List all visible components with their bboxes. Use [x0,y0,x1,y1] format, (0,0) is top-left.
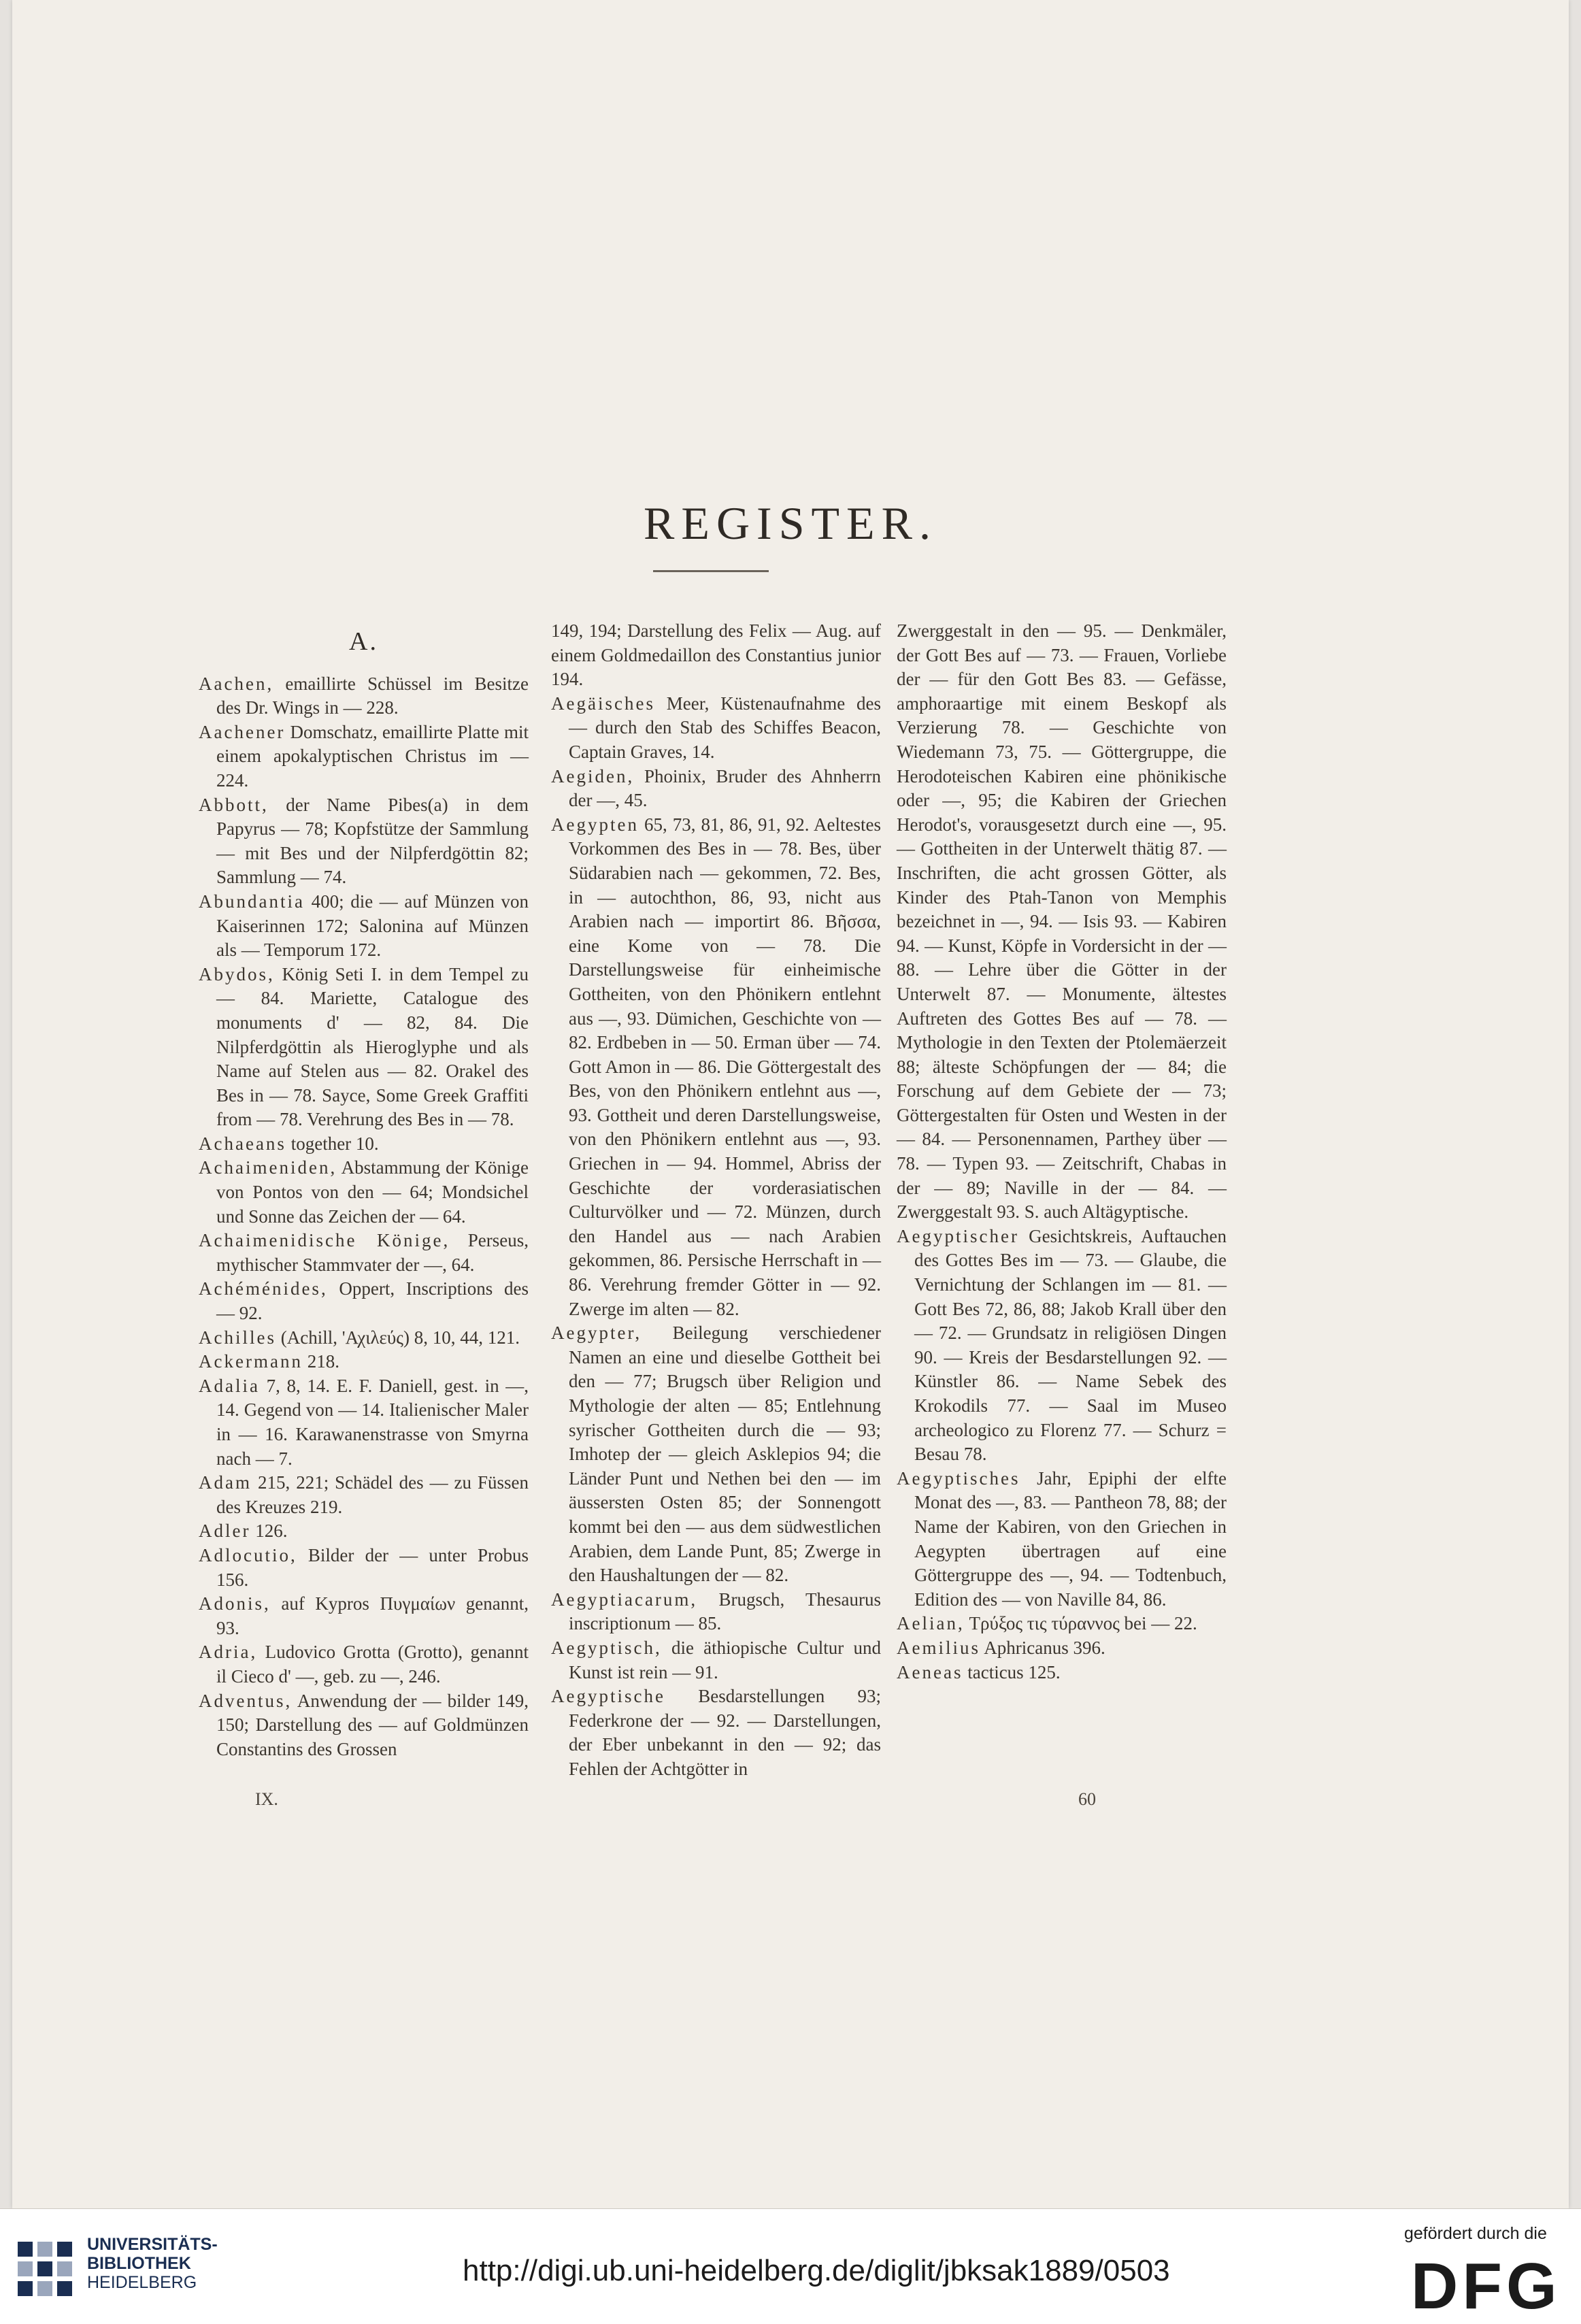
index-column-1 [199,619,529,1761]
index-keyword: Aegypter, [551,1323,642,1344]
index-keyword: Achaimenidische Könige, [199,1230,450,1251]
index-entry [199,890,529,963]
index-text: Τρύξος τις τύραννος bei — 22. [969,1613,1197,1634]
index-keyword: Aegyptisches [897,1467,1020,1489]
index-entry [199,1229,529,1277]
university-library-logo-icon [14,2238,76,2300]
index-text: together 10. [290,1133,379,1154]
index-entry [199,1374,529,1471]
index-keyword: Adlocutio, [199,1544,297,1565]
section-letter: A. [349,627,378,656]
index-keyword: Adler [199,1521,251,1542]
index-entry [199,1132,529,1157]
index-text: 65, 73, 81, 86, 91, 92. Aeltestes Vorkommen des Bes in — 78. Bes, über Südarabien nach — gekommen, 72. Bes, in — autochthon, 86, 93, nicht aus Arabien nach — importirt 86. Βῆσσα, eine Kome von — 78. Die Darstellungsweise für einheimische Gottheiten, von den Phönikern entlehnt aus —, 93. Dümichen, Geschichte von — 82. Erdbeben in — 50. Erman über — 74. Gott Amon in — 86. Die Göttergestalt des Bes, von den Phönikern entlehnt aus —, 93. Gottheit und deren Darstellungsweise, von den Phönikern entlehnt aus —, 93. Griechen in — 94. Hommel, Abriss der Geschichte der vorderasiatischen Culturvölker und — 72. Münzen, durch den Handel aus — nach Arabien gekommen, 86. Persische Herrschaft in — 86. Verehrung fremder Götter in — 92. Zwerge im alten — 82. [569,814,882,1319]
index-text: Phoinix, Bruder des Ahnherrn der —, 45. [569,765,881,811]
index-text: Jahr, Epiphi der elfte Monat des —, 83. — Pantheon 78, 88; der Name der Kabiren, von den Griechen in Aegypten übertragen auf eine Göttergruppe des —, 94. — Todtenbuch, Edition des — von Naville 84, 86. [914,1467,1227,1610]
index-entry [897,1661,1227,1685]
index-entry [551,1684,881,1781]
index-text: Oppert, Inscriptions des — 92. [216,1278,529,1324]
index-keyword: Abbott, [199,794,269,815]
index-keyword: Aegyptiacarum, [551,1589,698,1610]
index-entry [199,1277,529,1325]
index-keyword: Aachen, [199,673,274,694]
index-text: Beilegung verschiedener Namen an eine und dieselbe Gottheit bei den — 77; Brugsch über Religion und Mythologie der alten — 85; Entlehnung syrischer Gottheiten durch die — 93; Imhotep der — gleich Asklepios 94; die Länder Punt und Nethen bei den — im äussersten Osten 85; der Sonnengott kommt bei den — aus dem südwestlichen Arabien, dem Lande Punt, 85; Zwerge in den Haushaltungen der — 82. [569,1323,881,1586]
index-text: König Seti I. in dem Tempel zu — 84. Mariette, Catalogue des monuments d' — 82, 84. Die Nilpferdgöttin als Hieroglyphe und als Name auf Stelen aus — 82. Orakel des Bes in — 78. Sayce, Some Greek Graffiti from — 78. Verehrung des Bes in — 78. [216,963,529,1130]
index-keyword: Achilles [199,1327,276,1348]
library-name-line1: UNIVERSITÄTS- [87,2235,218,2254]
index-keyword: Aachener [199,721,286,742]
index-keyword: Aeneas [897,1661,963,1682]
index-text: auf Kypros Πυγμαίων genannt, 93. [216,1593,529,1638]
index-keyword: Aegyptische [551,1686,665,1707]
index-text: Abstammung der Könige von Pontos von den — 64; Mondsichel und Sonne das Zeichen der — 64. [216,1157,529,1227]
dfg-logo-icon: DFG [1411,2250,1561,2323]
footer-bar [0,2208,1581,2324]
index-text: Aphricanus 396. [984,1637,1105,1658]
index-entry [897,1612,1227,1636]
funding-caption: gefördert durch die [1404,2224,1547,2243]
library-name-line2: BIBLIOTHEK [87,2254,191,2273]
index-keyword: Abundantia [199,891,305,912]
index-text: Meer, Küstenaufnahme des — durch den Stab des Schiffes Beacon, Captain Graves, 14. [569,693,881,762]
index-entry [199,1544,529,1592]
index-keyword: Aegäisches [551,693,655,714]
index-text: Bilder der — unter Probus 156. [216,1544,529,1590]
index-keyword: Aegyptisch, [551,1637,662,1658]
index-entry [199,1326,529,1350]
index-column-2 [551,619,881,1782]
index-keyword: Achaimeniden, [199,1157,337,1178]
index-entry [199,672,529,720]
index-text: Brugsch, Thesaurus inscriptionum — 85. [569,1589,881,1634]
index-entry [199,793,529,890]
index-entry [199,963,529,1132]
index-keyword: Adria, [199,1642,258,1663]
index-entry [551,692,881,765]
index-entry [897,1225,1227,1467]
index-keyword: Abydos, [199,963,275,984]
index-entry-continued [897,619,1227,1225]
index-keyword: Adalia [199,1375,260,1396]
index-keyword: Aegiden, [551,765,635,786]
index-text: die äthiopische Cultur und Kunst ist rein — 91. [569,1637,881,1682]
index-entry [897,1636,1227,1661]
index-entry [199,1350,529,1374]
index-text: Perseus, mythischer Stammvater der —, 64. [216,1230,529,1275]
index-text: Domschatz, emaillirte Platte mit einem apokalyptischen Christus im — 224. [216,721,529,791]
index-entry [551,1321,881,1588]
index-text: Zwerggestalt in den — 95. — Denkmäler, der Gott Bes auf — 73. — Frauen, Vorliebe der — für den Gott Bes 83. — Gefässe, amphoraartige mit einem Beskopf als Verzierung 78. — Geschichte von Wiedemann 73, 75. — Göttergruppe, die Herodoteischen Kabiren eine phönikische oder —, 95; die Kabiren der Griechen Herodot's, vorausgesetzt durch eine —, 95. — Gottheiten in der Unterwelt thätig 87. — Inschriften, die acht grossen Götter, als Kinder des Ptah-Tanon von Memphis bezeichnet in —, 94. — Isis 93. — Kabiren 94. — Kunst, Köpfe in Vordersicht in der — 88. — Lehre über die Götter in der Unterwelt 87. — Monumente, ältestes Auftreten des Gottes Bes auf — 78. — Mythologie in den Texten der Ptolemäerzeit 88; älteste Schöpfungen der — 84; die Forschung auf dem Gebiete der — 73; Göttergestalten für Osten und Westen in der — 84. — Personennamen, Parthey über — 78. — Typen 93. — Zeitschrift, Chabas in der — 89; Naville in der — 84. — Zwerggestalt 93. S. auch Altägyptische. [897,620,1227,1223]
index-keyword: Aegypten [551,814,639,835]
index-entry [551,813,881,1321]
index-text: Anwendung der — bilder 149, 150; Darstellung des — auf Goldmünzen Constantins des Grossen [216,1690,529,1759]
index-text: (Achill, 'Αχιλεύς) 8, 10, 44, 121. [280,1327,520,1348]
index-text: 215, 221; Schädel des — zu Füssen des Kreuzes 219. [216,1472,529,1517]
index-text: emaillirte Schüssel im Besitze des Dr. Wings in — 228. [216,673,529,718]
index-entry [199,720,529,793]
title-divider [653,570,769,572]
index-text: 218. [307,1351,339,1372]
index-entry [199,1640,529,1689]
index-keyword: Achéménides, [199,1278,328,1299]
index-text: Besdarstellungen 93; Federkrone der — 92. — Darstellungen, der Eber unbekannt in den — 92; das Fehlen der Achtgötter in [569,1686,881,1779]
index-keyword: Aemilius [897,1637,980,1658]
index-entry [551,765,881,813]
index-entry-continued [551,619,881,692]
index-text: der Name Pibes(a) in dem Papyrus — 78; Kopfstütze der Sammlung — mit Bes und der Nilpferdgöttin 82; Sammlung — 74. [216,794,529,888]
index-text: tacticus 125. [967,1661,1061,1682]
index-keyword: Achaeans [199,1133,286,1154]
index-entry [897,1467,1227,1612]
index-text: Ludovico Grotta (Grotto), genannt il Cieco d' —, geb. zu —, 246. [216,1642,529,1687]
index-text: Gesichtskreis, Auftauchen des Gottes Bes im — 73. — Glaube, die Vernichtung der Schlangen im — 81. — Gott Bes 72, 86, 88; Jakob Krall über den — 72. — Grundsatz in religiösen Dingen 90. — Kreis der Besdarstellungen 92. — Künstler 86. — Name Sebek des Krokodils 77. — Saal im Museo archeologico zu Florenz 77. — Schurz = Besau 78. [914,1225,1227,1465]
index-keyword: Ackermann [199,1351,303,1372]
index-entry [199,1592,529,1640]
signature-mark: IX. [255,1789,278,1809]
index-keyword: Aelian, [897,1613,965,1634]
index-keyword: Adventus, [199,1690,293,1711]
index-text: 126. [255,1521,288,1542]
index-keyword: Adam [199,1472,252,1493]
index-entry [199,1519,529,1544]
index-text: 149, 194; Darstellung des Felix — Aug. auf einem Goldmedaillon des Constantius junior 194. [551,620,881,690]
library-name [87,2235,218,2292]
index-entry [199,1689,529,1762]
library-name-line3: HEIDELBERG [87,2273,197,2292]
index-text: 7, 8, 14. E. F. Daniell, gest. in —, 14. Gegend von — 14. Italienischer Maler in — 16. Karawanenstrasse von Smyrna nach — 7. [216,1375,529,1469]
index-column-3 [897,619,1227,1684]
page-title: REGISTER. [644,497,937,549]
index-entry [199,1156,529,1229]
index-entry [551,1588,881,1636]
permalink-url[interactable]: http://digi.ub.uni-heidelberg.de/diglit/jbksak1889/0503 [463,2254,1170,2287]
page-number: 60 [1078,1789,1096,1809]
index-entry [199,1471,529,1519]
index-entry [551,1636,881,1684]
index-keyword: Aegyptischer [897,1225,1019,1246]
index-keyword: Adonis, [199,1593,271,1614]
index-text: 400; die — auf Münzen von Kaiserinnen 172; Salonina auf Münzen als — Temporum 172. [216,891,529,961]
